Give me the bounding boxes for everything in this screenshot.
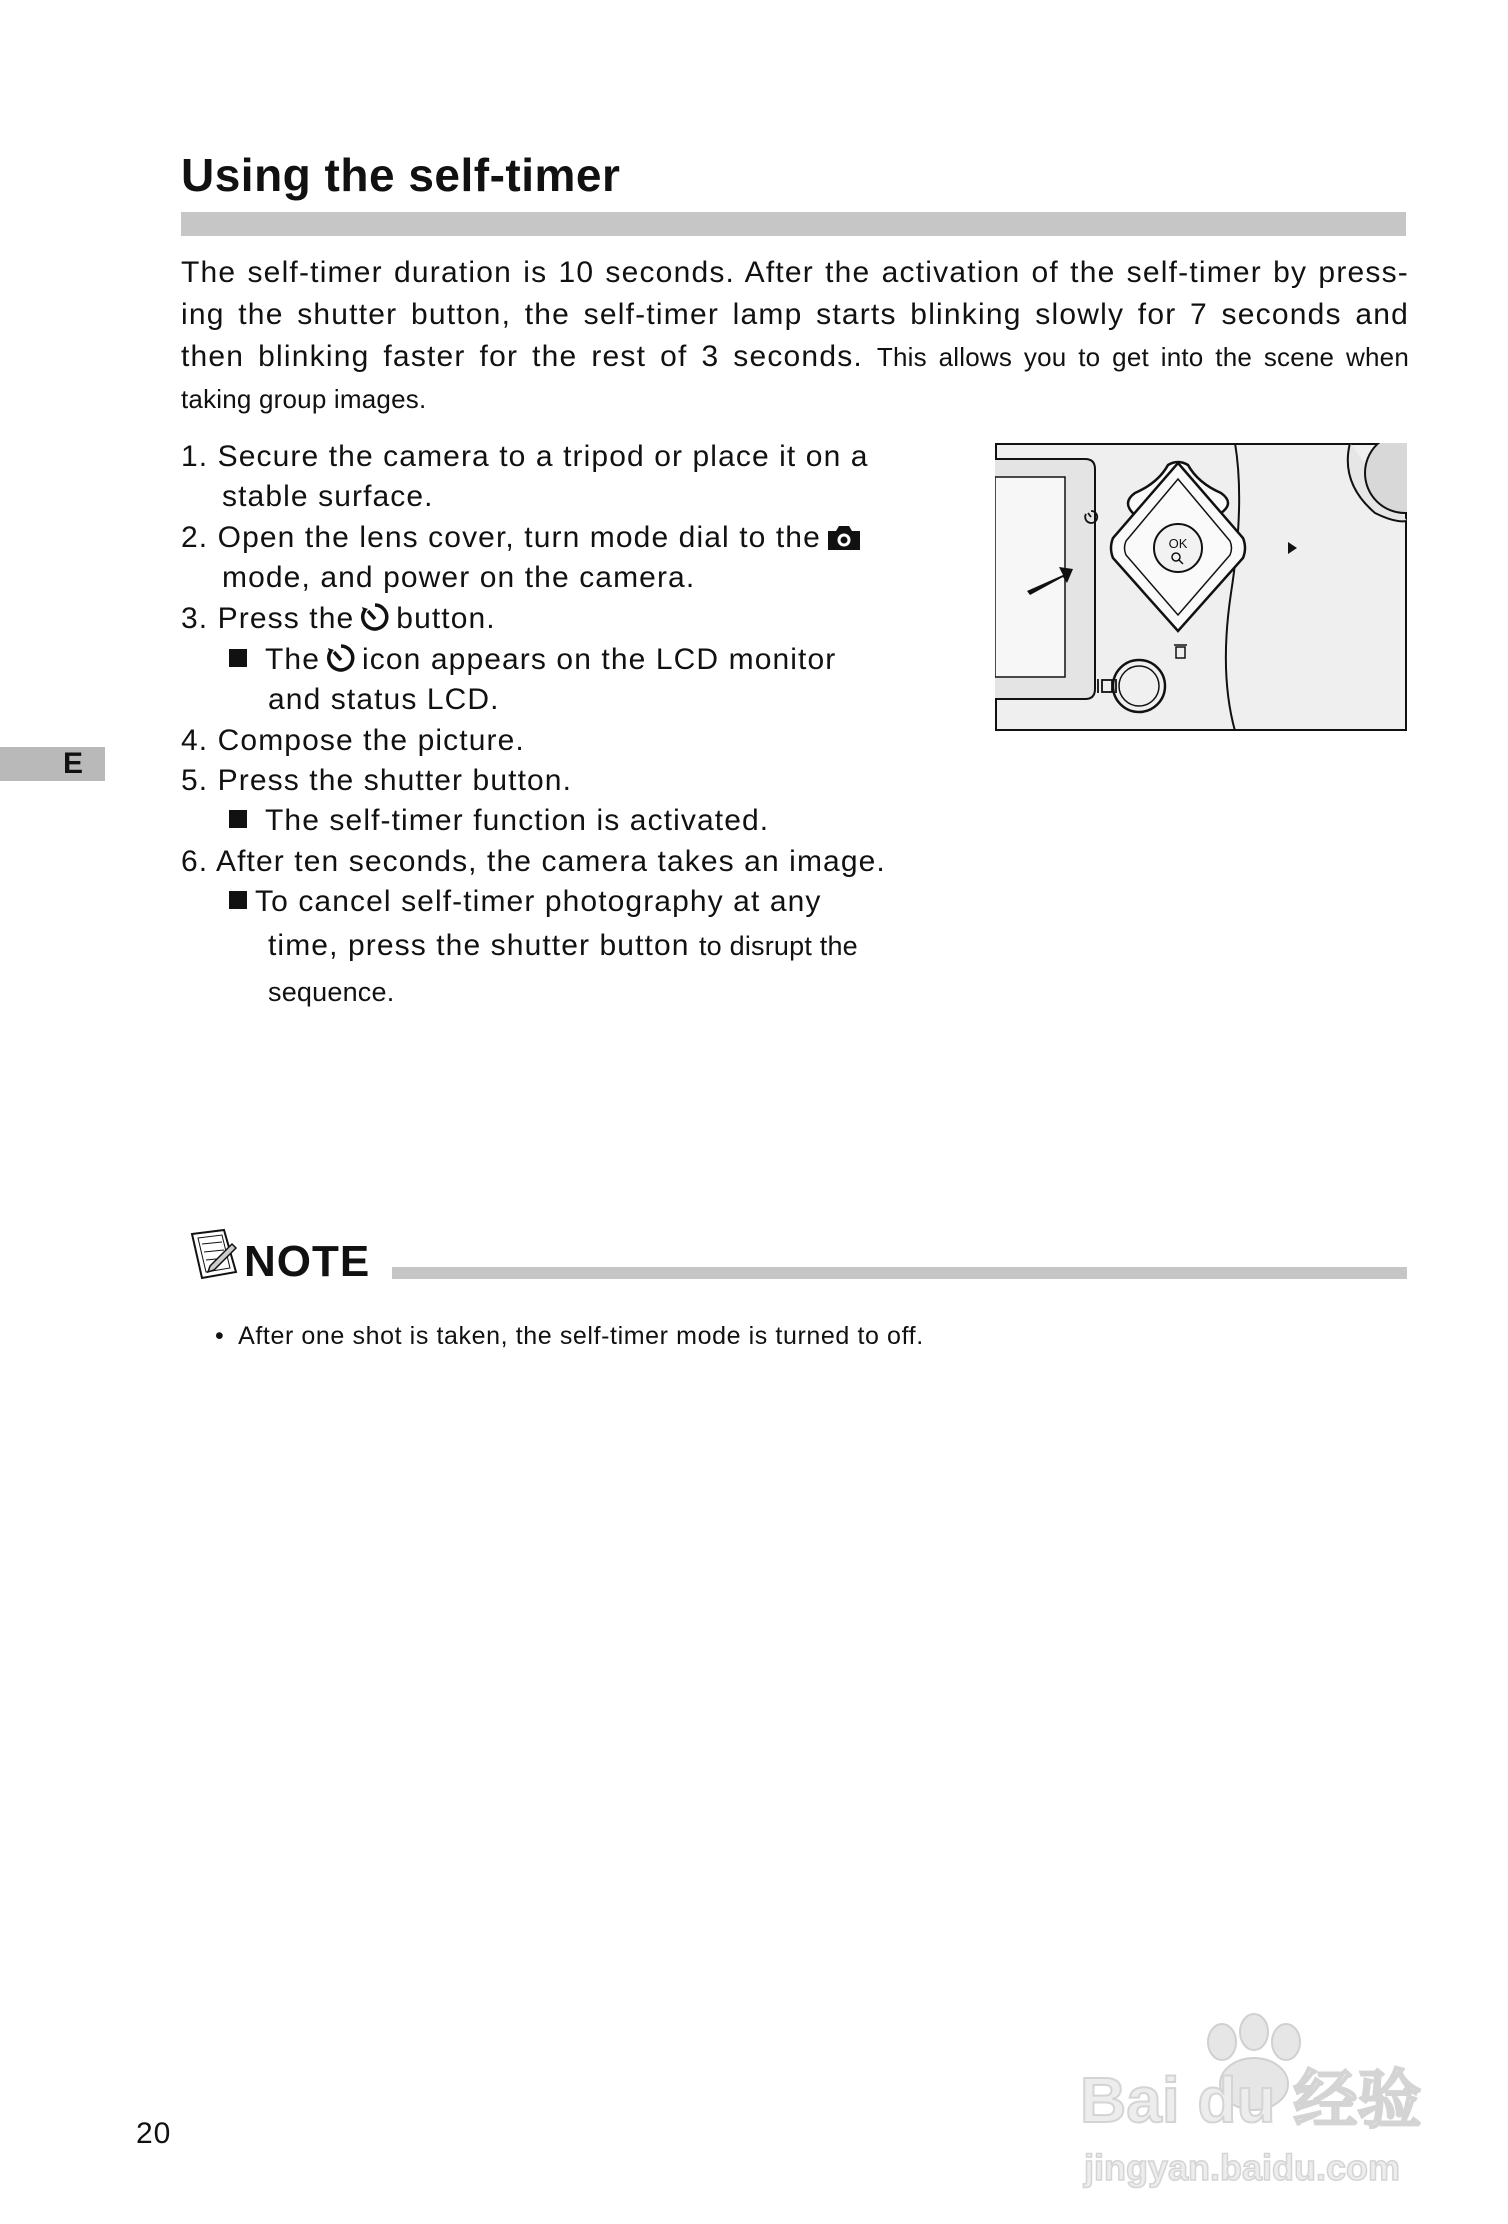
- note-pencil-icon: [184, 1228, 242, 1280]
- note-rule: [392, 1267, 1407, 1279]
- title-rule: [181, 212, 1406, 236]
- step-1: 1. Secure the camera to a tripod or place it on a: [181, 440, 869, 473]
- step-6-sub-text-2: time, press the shutter button: [268, 929, 690, 962]
- intro-small: This allows you to get into the scene when taking group images.: [181, 342, 1409, 414]
- baidu-watermark: [1080, 2010, 1440, 2190]
- intro-paragraph: [181, 252, 1409, 420]
- step-6: 6. After ten seconds, the camera takes an image.: [181, 845, 886, 878]
- step-6-sub-text: To cancel self-timer photography at any: [255, 885, 822, 918]
- square-bullet-icon: [229, 810, 247, 828]
- step-5: 5. Press the shutter button.: [181, 764, 573, 797]
- note-label: NOTE: [244, 1237, 371, 1286]
- ok-label: OK: [1168, 536, 1188, 551]
- step-6-sub-cont: [268, 926, 858, 966]
- step-3-text: 3. Press the: [181, 602, 355, 635]
- camera-mode-icon: [825, 523, 863, 564]
- step-3-sub-cont: and status LCD.: [268, 683, 500, 716]
- step-1-cont: stable surface.: [222, 480, 434, 513]
- note-bullet: •: [215, 1322, 225, 1350]
- step-4: 4. Compose the picture.: [181, 724, 525, 757]
- step-2-text: 2. Open the lens cover, turn mode dial to the: [181, 521, 821, 554]
- step-3: [181, 599, 496, 645]
- note-item: [215, 1322, 924, 1351]
- self-timer-icon: [358, 600, 392, 645]
- step-6-sub: [229, 882, 822, 922]
- language-tab-label: E: [63, 747, 84, 780]
- page-number: 20: [136, 2117, 172, 2150]
- step-6-sub-text-small: to disrupt the: [698, 931, 858, 961]
- language-tab: [0, 747, 105, 781]
- camera-back-illustration: [995, 443, 1407, 731]
- square-bullet-icon: [229, 649, 247, 667]
- step-5-sub-text: The self-timer function is activated.: [265, 804, 770, 837]
- note-text: After one shot is taken, the self-timer mode is turned to off.: [238, 1322, 924, 1350]
- page-title: Using the self-timer: [181, 149, 621, 201]
- watermark-url: jingyan.baidu.com: [1084, 2147, 1401, 2188]
- display-button: [1113, 660, 1165, 712]
- step-6-sub-cont-2: sequence.: [268, 977, 395, 1007]
- step-3-sub-text-2: icon appears on the LCD monitor: [362, 643, 837, 676]
- step-3-text-2: button.: [396, 602, 496, 635]
- square-bullet-icon: [229, 891, 247, 909]
- step-2-cont: mode, and power on the camera.: [222, 561, 696, 594]
- watermark-brand: Bai du 经验: [1080, 2064, 1422, 2136]
- step-3-sub-text: The: [265, 643, 320, 676]
- step-5-sub: [229, 801, 769, 841]
- intro-main: The self-timer duration is 10 seconds. After the activation of the self-timer by press-ing the shutter button, the self-timer lamp starts blinking slowly for 7 seconds and then blinking faster for the rest of 3 seconds.: [181, 256, 1409, 373]
